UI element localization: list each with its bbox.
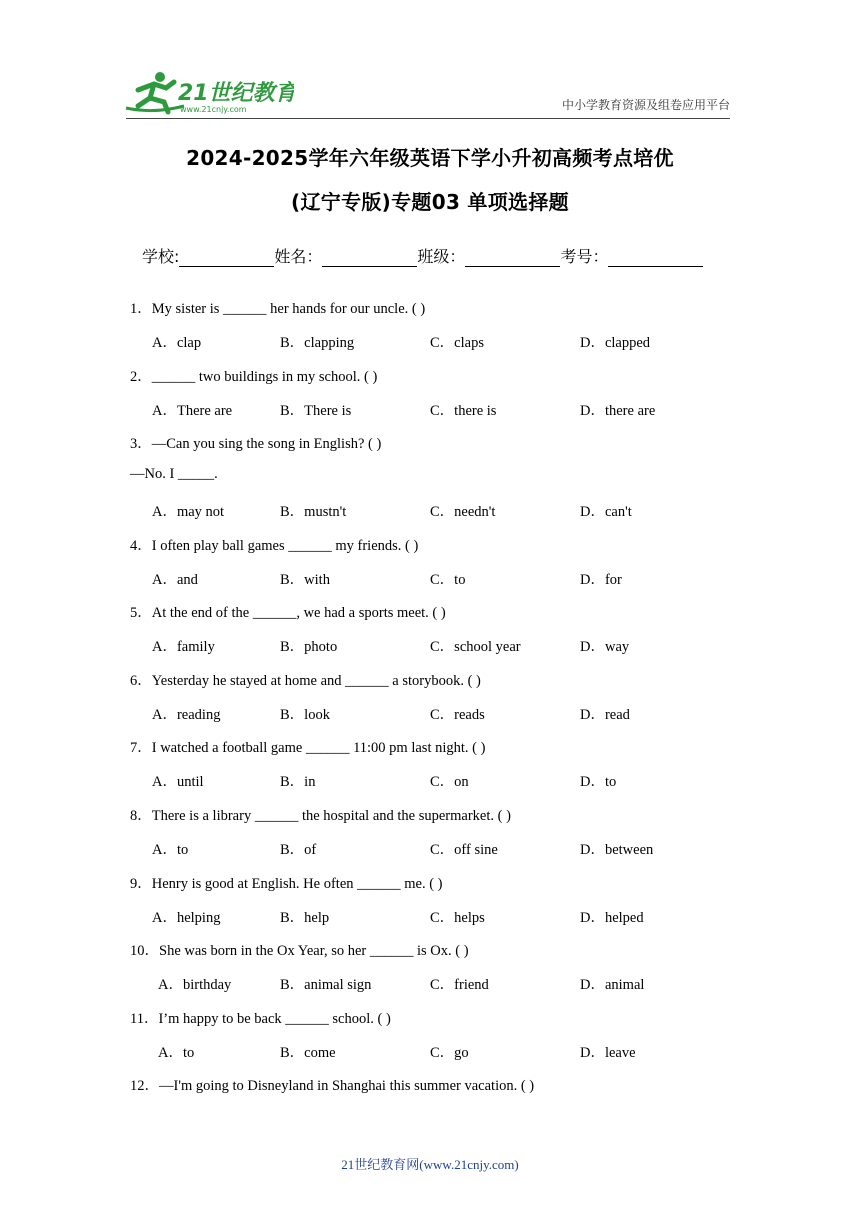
q11-option-d[interactable]: D．leave — [580, 1045, 636, 1061]
question-12: 12．—I'm going to Disneyland in Shanghai this summer vacation. ( ) — [130, 1078, 535, 1094]
question-3-reply: —No. I _____. — [130, 466, 218, 482]
q3-option-d[interactable]: D．can't — [580, 504, 632, 520]
school-blank[interactable] — [179, 249, 274, 267]
q2-option-b[interactable]: B．There is — [280, 403, 352, 419]
svg-text:21世纪教育: 21世纪教育 — [178, 81, 294, 106]
runner-logo-icon — [124, 68, 294, 116]
q6-option-d[interactable]: D．read — [580, 707, 630, 723]
name-blank[interactable] — [322, 249, 417, 267]
q5-option-b[interactable]: B．photo — [280, 639, 338, 655]
class-blank[interactable] — [465, 249, 560, 267]
q7-option-b[interactable]: B．in — [280, 774, 316, 790]
q10-option-b[interactable]: B．animal sign — [280, 977, 372, 993]
q8-option-a[interactable]: A．to — [152, 842, 189, 858]
q3-option-b[interactable]: B．mustn't — [280, 504, 347, 520]
q11-option-c[interactable]: C．go — [430, 1045, 469, 1061]
name-label: 姓名： — [274, 247, 323, 266]
platform-label: 中小学教育资源及组卷应用平台 — [561, 98, 730, 112]
q2-option-c[interactable]: C．there is — [430, 403, 497, 419]
q8-option-c[interactable]: C．off sine — [430, 842, 498, 858]
question-3: 3．—Can you sing the song in English? ( ) — [130, 436, 382, 452]
q10-option-a[interactable]: A．birthday — [158, 977, 232, 993]
page-subtitle: (辽宁专版)专题03 单项选择题 — [291, 190, 569, 214]
question-8: 8．There is a library ______ the hospital and the supermarket. ( ) — [130, 808, 511, 824]
student-info-row — [142, 244, 703, 267]
q8-option-b[interactable]: B．of — [280, 842, 317, 858]
q6-option-c[interactable]: C．reads — [430, 707, 485, 723]
q1-option-c[interactable]: C．claps — [430, 335, 484, 351]
q3-option-c[interactable]: C．needn't — [430, 504, 496, 520]
q4-option-a[interactable]: A．and — [152, 572, 198, 588]
q9-option-d[interactable]: D．helped — [580, 910, 644, 926]
svg-text:www.21cnjy.com: www.21cnjy.com — [180, 105, 247, 114]
q9-option-b[interactable]: B．help — [280, 910, 330, 926]
q11-option-a[interactable]: A．to — [158, 1045, 195, 1061]
number-label: 考号： — [560, 247, 609, 266]
q4-option-b[interactable]: B．with — [280, 572, 330, 588]
q8-option-d[interactable]: D．between — [580, 842, 654, 858]
school-label: 学校: — [142, 247, 180, 266]
question-6: 6．Yesterday he stayed at home and ______ a storybook. ( ) — [130, 673, 481, 689]
q2-option-a[interactable]: A．There are — [152, 403, 233, 419]
q10-option-d[interactable]: D．animal — [580, 977, 645, 993]
q1-option-b[interactable]: B．clapping — [280, 335, 355, 351]
q1-option-a[interactable]: A．clap — [152, 335, 202, 351]
q9-option-c[interactable]: C．helps — [430, 910, 485, 926]
q10-option-c[interactable]: C．friend — [430, 977, 489, 993]
page-title: 2024-2025学年六年级英语下学小升初高频考点培优 — [186, 146, 674, 170]
school-field[interactable] — [142, 244, 274, 267]
q2-option-d[interactable]: D．there are — [580, 403, 656, 419]
q5-option-c[interactable]: C．school year — [430, 639, 521, 655]
question-7: 7．I watched a football game ______ 11:00 pm last night. ( ) — [130, 740, 486, 756]
question-10: 10．She was born in the Ox Year, so her ______ is Ox. ( ) — [130, 943, 469, 959]
q4-option-d[interactable]: D．for — [580, 572, 622, 588]
q6-option-a[interactable]: A．reading — [152, 707, 221, 723]
q7-option-d[interactable]: D．to — [580, 774, 617, 790]
header-divider — [126, 118, 730, 119]
q5-option-d[interactable]: D．way — [580, 639, 630, 655]
q11-option-b[interactable]: B．come — [280, 1045, 336, 1061]
q4-option-c[interactable]: C．to — [430, 572, 466, 588]
class-label: 班级： — [417, 247, 466, 266]
question-2: 2．______ two buildings in my school. ( ) — [130, 369, 378, 385]
footer-link[interactable]: 21世纪教育网(www.21cnjy.com) — [341, 1157, 519, 1172]
name-field[interactable] — [274, 244, 417, 267]
q5-option-a[interactable]: A．family — [152, 639, 215, 655]
question-5: 5．At the end of the ______, we had a sports meet. ( ) — [130, 605, 446, 621]
class-field[interactable] — [417, 244, 560, 267]
question-11: 11．I’m happy to be back ______ school. ( ) — [130, 1011, 391, 1027]
q3-option-a[interactable]: A．may not — [152, 504, 225, 520]
q1-option-d[interactable]: D．clapped — [580, 335, 651, 351]
q6-option-b[interactable]: B．look — [280, 707, 330, 723]
question-9: 9．Henry is good at English. He often ______ me. ( ) — [130, 876, 443, 892]
q7-option-a[interactable]: A．until — [152, 774, 204, 790]
q7-option-c[interactable]: C．on — [430, 774, 469, 790]
number-blank[interactable] — [608, 249, 703, 267]
logo — [124, 68, 294, 116]
question-4: 4．I often play ball games ______ my friends. ( ) — [130, 538, 419, 554]
q9-option-a[interactable]: A．helping — [152, 910, 221, 926]
number-field[interactable] — [560, 244, 703, 267]
question-1: 1．My sister is ______ her hands for our uncle. ( ) — [130, 301, 426, 317]
